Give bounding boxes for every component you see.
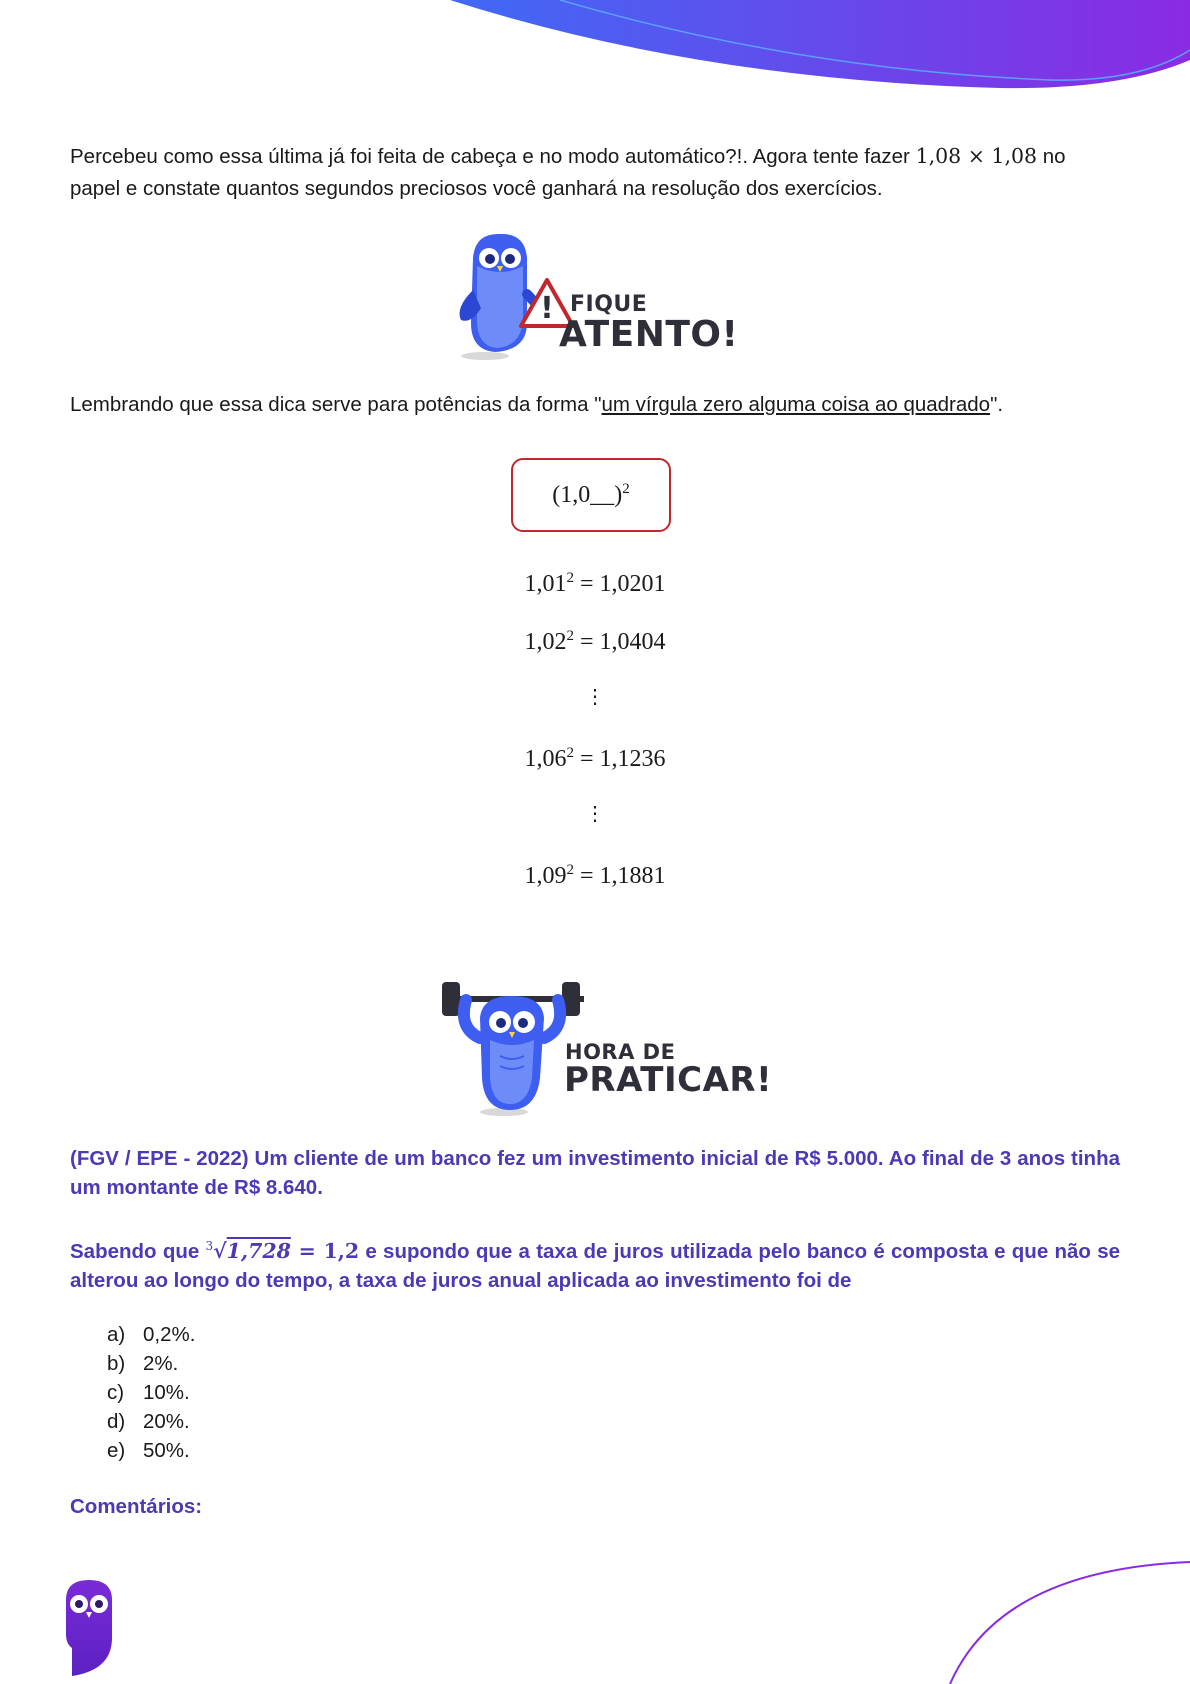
option-c[interactable]: c) 10%. <box>107 1381 190 1404</box>
intro-paragraph <box>70 140 1120 205</box>
formula-content <box>552 481 629 509</box>
practice-line1: HORA DE <box>565 1040 676 1064</box>
practice-badge <box>440 978 773 1118</box>
option-b[interactable]: b) 2%. <box>107 1352 179 1375</box>
option-d[interactable]: d) 20%. <box>107 1410 190 1433</box>
equation-3: 1,06$^2$ = 1,1236 <box>524 745 666 772</box>
formula-exponent: 2 <box>622 481 630 497</box>
question-part2-text-end: e supondo que a taxa de juros utilizada pelo banco é composta e que não se alterou ao longo do tempo, a taxa de juros anual aplicada ao investimento foi de <box>70 1239 1120 1292</box>
cube-root-expression: $^3$√1,728 = 1,2 <box>205 1238 360 1263</box>
reminder-underlined: um vírgula zero alguma coisa ao quadrado <box>601 393 991 416</box>
vdots-1: ⋮ <box>585 684 605 708</box>
formula-base: (1,0__) <box>552 482 623 508</box>
footer-owl-logo-icon <box>62 1578 116 1678</box>
intro-math: 1,08 × 1,08 <box>915 144 1038 168</box>
equation-2: 1,02$^2$ = 1,0404 <box>524 628 666 655</box>
question-part2 <box>70 1232 1120 1295</box>
question-part2-text: Sabendo que <box>70 1239 206 1263</box>
attention-line1: FIQUE <box>570 292 648 317</box>
owl-warning-icon <box>455 228 575 363</box>
root-radicand: 1,728 <box>226 1238 291 1263</box>
attention-badge <box>455 228 755 363</box>
reminder-text-end: ". <box>990 393 1004 416</box>
comments-label: Comentários: <box>70 1495 203 1518</box>
option-a[interactable]: a) 0,2%. <box>107 1323 196 1346</box>
equation-1: 1,01$^2$ = 1,0201 <box>524 570 666 597</box>
intro-text: Percebeu como essa última já foi feita de cabeça e no modo automático?!. Agora tente fazer <box>70 145 916 168</box>
vdots-2: ⋮ <box>585 801 605 825</box>
root-index: 3 <box>205 1239 214 1253</box>
practice-line2: PRATICAR! <box>564 1060 773 1100</box>
header-wave <box>0 0 1190 100</box>
svg-text:!: ! <box>540 291 554 326</box>
question-statement: (FGV / EPE - 2022) Um cliente de um banco fez um investimento inicial de R$ 5.000. Ao final de 3 anos tinha um montante de R$ 8.640. <box>70 1147 1120 1199</box>
intro-text-end: no papel e constate quantos segundos preciosos você ganhará na resolução dos exercícios. <box>70 145 1066 200</box>
root-result: = 1,2 <box>290 1238 360 1263</box>
reminder-paragraph <box>70 389 1120 421</box>
formula-box <box>511 458 671 532</box>
equation-4: 1,09$^2$ = 1,1881 <box>524 862 666 889</box>
footer-curve <box>940 1550 1190 1684</box>
attention-line2: ATENTO! <box>559 314 739 355</box>
reminder-text: Lembrando que essa dica serve para potências da forma " <box>70 393 602 416</box>
option-e[interactable]: e) 50%. <box>107 1439 190 1462</box>
